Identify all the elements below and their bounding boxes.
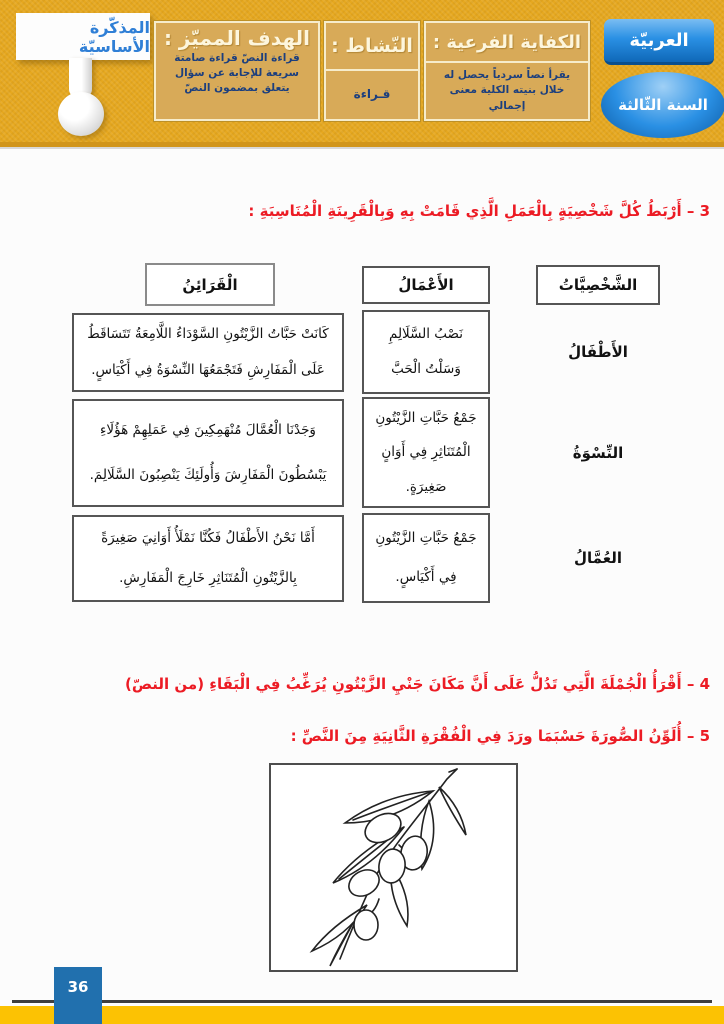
- page-number-badge: 36: [54, 967, 102, 1024]
- clue-cell-row2: وَجَدْنَا الْعُمَّالَ مُنْهَمِكِينَ فِي عَمَلِهِمْ هَؤُلَاءِ يَبْسُطُونَ الْمَفَارِشَ وَأُولَئِكَ يَنْصِبُونَ السَّلَالِمَ.: [72, 399, 344, 507]
- goal-body: قراءة النصّ قراءة صامتة سريعة للإجابة عن سؤال يتعلق بمضمون النصّ: [174, 52, 300, 95]
- year-badge: السنة الثّالثة: [601, 72, 724, 138]
- coloring-figure-frame: [269, 763, 518, 972]
- action-cell-row2: جَمْعُ حَبَّاتِ الزَّيْتُونِ الْمُتَنَاثِرِ فِي أَوَانٍ صَغِيرَةٍ.: [362, 397, 490, 508]
- column-header-clues: الْقَرَائِنُ: [145, 263, 275, 306]
- goal-title: الهدف المميّز :: [163, 26, 311, 50]
- character-label-women: النِّسْوَةُ: [572, 443, 624, 462]
- memo-tag: [16, 13, 150, 60]
- exercise-3-title: 3 – أَرْبَطُ كُلَّ شَخْصِيَةٍ بِالْعَمَلِ الَّذِي قَامَتْ بِهِ وَبِالْقَرِينَةِ الْمُنَاسِبَةِ :: [248, 202, 710, 220]
- activity-title: النّشاط :: [326, 23, 418, 71]
- memo-tag-label: المذكّرة الأساسيّة: [78, 17, 150, 56]
- olive-branch-icon: [271, 765, 516, 970]
- activity-body: قـراءة: [353, 87, 391, 102]
- goal-panel: [154, 21, 320, 121]
- clue-cell-row1: كَانَتْ حَبَّاتُ الزَّيْتُونِ السَّوْدَاءُ اللَّامِعَةُ تَتَسَاقَطُ عَلَى الْمَفَارِشِ فَتَجْمَعُهَا النِّسْوَةُ فِي أَكْيَاسٍ.: [72, 313, 344, 392]
- clue-cell-row3: أَمَّا نَحْنُ الأَطْفَالُ فَكُنَّا نَمْلَأُ أَوَانِيَ صَغِيرَةً بِالزَّيْتُونِ الْمُتَنَاثِرِ خَارِجَ الْمَفَارِشِ.: [72, 515, 344, 602]
- column-header-characters: الشَّخْصِيَّاتُ: [536, 265, 660, 305]
- footer-yellow-bar: [0, 1006, 724, 1024]
- action-cell-row3: جَمْعُ حَبَّاتِ الزَّيْتُونِ فِي أَكْيَاسٍ.: [362, 513, 490, 603]
- header-band: [0, 0, 724, 147]
- competency-body: يقرأ نصاً سردياً يحصل له خلال بنيته الكلية معنى إجمالي: [443, 69, 571, 112]
- subject-badge: العربيّة: [604, 19, 714, 65]
- activity-panel: [324, 21, 420, 121]
- exercise-5-title: 5 – أُلَوِّنُ الصُّورَةَ حَسْبَمَا ورَدَ فِي الْفُقْرَةِ الثَّانِيَةِ مِنَ النَّصِّ :: [290, 727, 710, 745]
- character-label-children: الأَطْفَالُ: [568, 343, 628, 361]
- character-label-workers: العُمَّالُ: [574, 549, 622, 567]
- exercise-4-title: 4 – أَقْرَأُ الْجُمْلَةَ الَّتِي تَدُلُّ عَلَى أَنَّ مَكَانَ جَنْيِ الزَّيْتُونِ يُرَغِّبُ فِي الْبَقَاءِ (من النصّ): [124, 675, 710, 693]
- competency-panel: [424, 21, 590, 121]
- pushpin-ball-icon: [58, 92, 104, 136]
- competency-title: الكفاية الفرعية :: [426, 23, 588, 63]
- footer-rule: [12, 1000, 712, 1003]
- action-cell-row1: نَصْبُ السَّلَالِمِ وَسَلْتُ الْحَبَّ: [362, 310, 490, 394]
- column-header-actions: الأَعْمَالُ: [362, 266, 490, 304]
